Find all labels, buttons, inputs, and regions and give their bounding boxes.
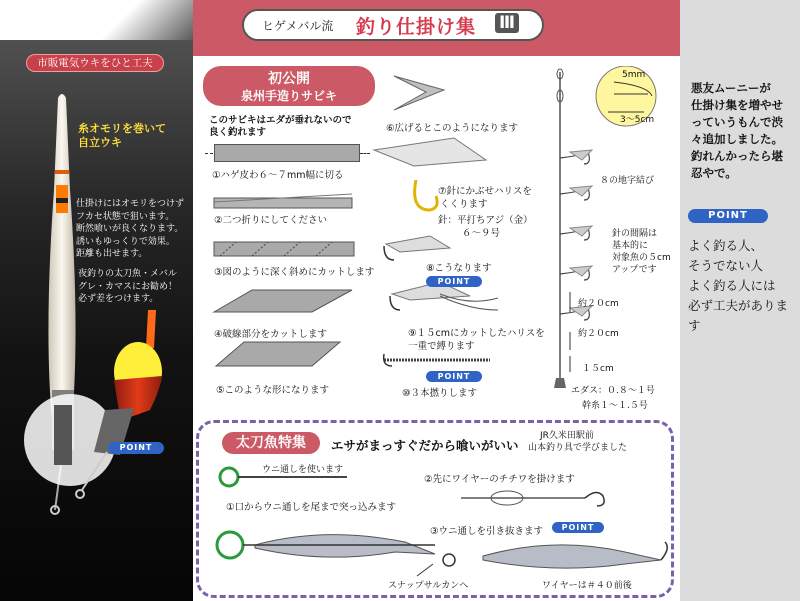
sabiki-badge bbox=[203, 66, 375, 106]
sabiki-point-1: POINT bbox=[426, 276, 482, 287]
step-4: ④破線部分をカットします bbox=[214, 329, 327, 340]
sabiki-badge-subtitle: 泉州手造りサビキ bbox=[240, 89, 337, 103]
rig-mikinito: 幹糸１〜１.５号 bbox=[582, 401, 648, 411]
right-lines: よく釣る人、 そうでない人 よく釣る人には 必ず工夫があります bbox=[688, 238, 789, 333]
step-8: ⑧こうなります bbox=[426, 263, 492, 274]
left-point-badge: POINT bbox=[108, 442, 164, 454]
rig-distance-2: 約２０cm bbox=[578, 329, 619, 339]
left-panel-top bbox=[0, 0, 193, 40]
left-recommend: 夜釣りの太刀魚・メバル グレ・カマスにお勧め！ 必ず差をつけます。 bbox=[78, 269, 178, 304]
sabiki-point-2: POINT bbox=[426, 371, 482, 382]
step-3: ③図のように深く斜めにカットします bbox=[214, 267, 375, 278]
step1-guide bbox=[205, 153, 213, 154]
rig-spacing-note: 針の間隔は 基本的に 対象魚の５cm アップです bbox=[612, 229, 671, 275]
left-headline-1: 糸オモリを巻いて bbox=[78, 122, 166, 135]
title-numeral: Ⅲ bbox=[495, 13, 519, 33]
sabiki-badge-title: 初公開 bbox=[268, 71, 310, 87]
page-title: 釣り仕掛け集 bbox=[356, 16, 477, 38]
step-6: ⑥広げるとこのようになります bbox=[386, 123, 519, 134]
rig-edasu: エダス：０.８〜１号 bbox=[571, 386, 655, 396]
step-5: ⑤このような形になります bbox=[216, 385, 330, 396]
hook-type: 針：平打ちアジ（金） bbox=[438, 215, 533, 226]
tachiuo-credit-1: JR久米田駅前 bbox=[540, 431, 594, 441]
tachiuo-step-1: ①口からウニ通しを尾まで突っ込みます bbox=[226, 502, 397, 513]
right-note: 悪友ムーニーが 仕掛け集を増やせ っていうもんで渋 々追加しました。 釣れんかったら堪 忍やで。 bbox=[691, 81, 783, 180]
tachiuo-step-2: ②先にワイヤーのチチワを掛けます bbox=[424, 474, 575, 485]
step-1: ①ハゲ皮わ６〜７mm幅に切る bbox=[212, 170, 344, 181]
scale-top: 5mm bbox=[622, 70, 646, 80]
step-7a: ⑦針にかぶせハリスを bbox=[438, 186, 532, 197]
scale-bottom: 3〜5cm bbox=[620, 115, 655, 125]
title-subtitle: ヒゲメバル流 bbox=[262, 19, 334, 33]
step-9a: ⑨１５cmにカットしたハリスを bbox=[408, 328, 545, 339]
sabiki-intro-1: このサビキはエダが垂れないので bbox=[209, 115, 352, 126]
rig-knot-label: ８の地字結び bbox=[600, 176, 655, 186]
tachiuo-credit-2: 山本釣り具で学びました bbox=[528, 443, 628, 453]
step-10: ⑩３本撚りします bbox=[402, 388, 478, 399]
tachiuo-step-3: ③ウニ通しを引き抜きます bbox=[430, 526, 544, 537]
step-2: ②二つ折りにしてください bbox=[214, 215, 328, 226]
right-point-badge: POINT bbox=[688, 209, 768, 223]
step1-strip bbox=[214, 144, 360, 162]
step-9b: 一重で縛ります bbox=[408, 341, 475, 352]
left-headline-2: 自立ウキ bbox=[78, 136, 122, 149]
left-description: 仕掛けにはオモリをつけず フカセ状態で狙います。 断然喰いが良くなります。 誘いもゆっくりで効果。 距離も出せます。 bbox=[76, 199, 185, 259]
step1-guide-2 bbox=[360, 153, 370, 154]
left-banner: 市販電気ウキをひと工夫 bbox=[26, 54, 164, 72]
tachiuo-lead: エサがまっすぐだから喰いがいい bbox=[331, 438, 519, 453]
tachiuo-snap-label: スナップサルカンへ bbox=[388, 581, 469, 591]
rig-distance-3: １５cm bbox=[582, 364, 614, 374]
tachiuo-wire-label: ワイヤーは＃４０前後 bbox=[542, 581, 632, 591]
sabiki-intro-2: 良く釣れます bbox=[209, 127, 267, 138]
hook-size: ６〜９号 bbox=[462, 228, 501, 239]
tachiuo-uni-label: ウニ通しを使います bbox=[262, 465, 344, 475]
tachiuo-point-badge: POINT bbox=[552, 522, 604, 533]
step-7b: くくります bbox=[440, 199, 488, 210]
tachiuo-badge: 太刀魚特集 bbox=[222, 432, 320, 454]
rig-distance-1: 約２０cm bbox=[578, 299, 619, 309]
